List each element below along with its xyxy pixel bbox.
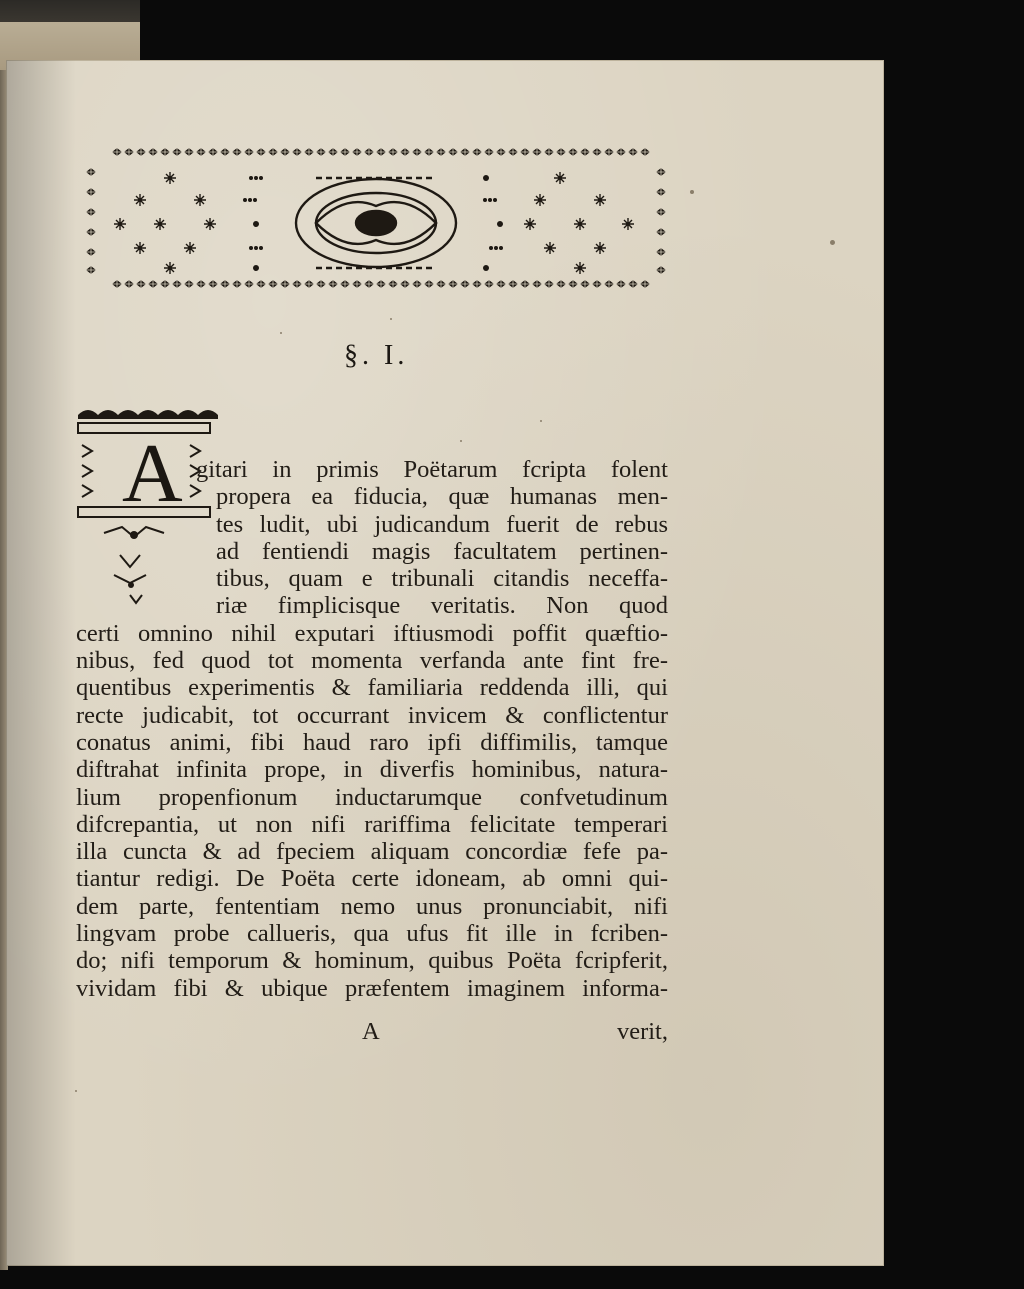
text-line: lingvam probe callueris, qua ufus fit ille in fcriben-: [76, 920, 668, 948]
text-line: lium propenfionum inductarumque confvetudinum: [76, 783, 668, 811]
text-line: illa cuncta & ad fpeciem aliquam concordiæ fefe pa-: [76, 838, 668, 866]
text-line: difcrepantia, ut non nifi rariffima felicitate temperari: [76, 810, 668, 838]
section-heading: §. I.: [344, 340, 409, 371]
text-line: conatus animi, fibi haud raro ipfi diffimilis, tamque: [76, 728, 668, 756]
text-line: tiantur redigi. De Poëta certe idoneam, ab omni qui-: [76, 865, 668, 893]
catchword: verit,: [616, 1018, 668, 1045]
headpiece-top-border: [110, 146, 650, 160]
text-line: gitari in primis Poëtarum fcripta folent: [196, 456, 668, 483]
text-line: certi omnino nihil exputari iftiusmodi poffit quæftio-: [76, 619, 668, 647]
text-line: quentibus experimentis & familiaria reddenda illi, qui: [76, 674, 668, 702]
ornamental-headpiece: [80, 138, 672, 296]
page-gutter-shadow: [6, 60, 76, 1266]
text-line: tibus, quam e tribunali citandis neceffa-: [216, 565, 668, 593]
text-line: recte judicabit, tot occurrant invicem & conflictentur: [76, 701, 668, 729]
signature-mark: A: [362, 1018, 380, 1045]
text-line: riæ fimplicisque veritatis. Non quod: [216, 592, 668, 620]
text-line: propera ea fiducia, quæ humanas men-: [216, 483, 668, 511]
headpiece-medallion: [296, 178, 456, 268]
body-text: [76, 456, 668, 1002]
text-line: dem parte, fententiam nemo unus pronunciabit, nifi: [76, 892, 668, 920]
drop-cap: A: [122, 427, 183, 520]
headpiece-bottom-border: [112, 280, 650, 288]
text-line: do; nifi temporum & hominum, quibus Poëta fcripferit,: [76, 947, 668, 975]
text-line: tes ludit, ubi judicandum fuerit de rebus: [216, 510, 668, 538]
text-line: diftrahat infinita prope, in diverfis hominibus, natura-: [76, 756, 668, 784]
text-line: nibus, fed quod tot momenta verfanda ante fint fre-: [76, 647, 668, 675]
text-line: vividam fibi & ubique præfentem imaginem informa-: [76, 974, 668, 1002]
text-line: ad fentiendi magis facultatem pertinen-: [216, 537, 668, 565]
